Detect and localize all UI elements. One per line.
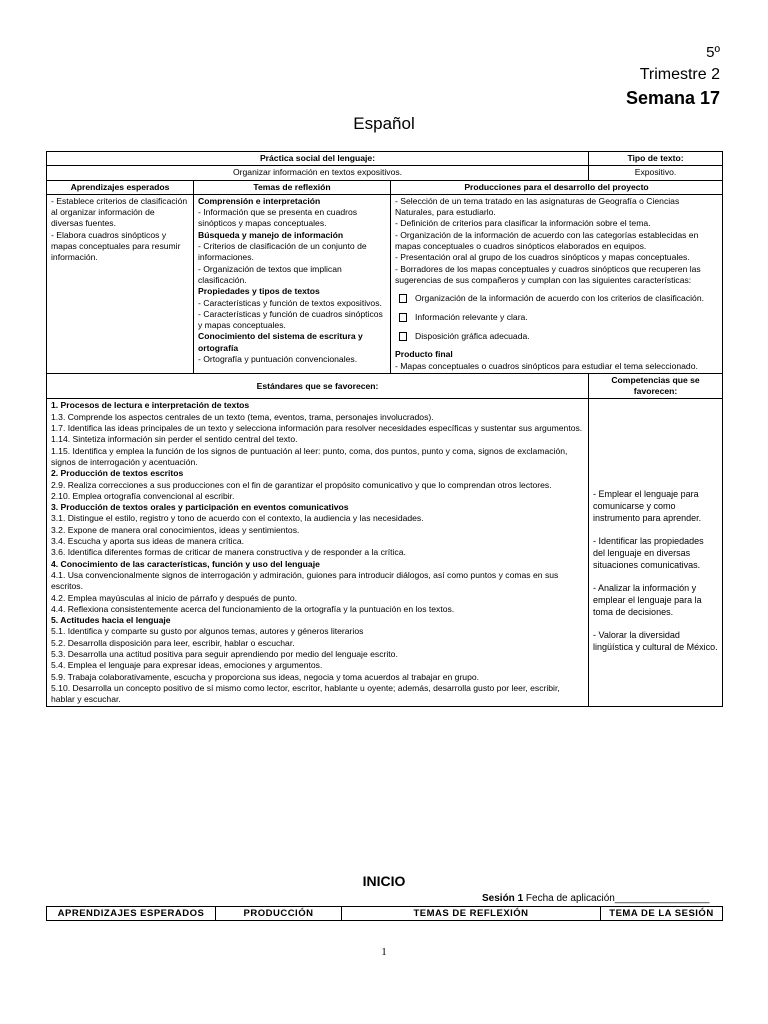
estandar-section: 4. Conocimiento de las características, función y uso del lenguaje <box>51 558 320 569</box>
temas-item: - Información que se presenta en cuadros sinópticos y mapas conceptuales. <box>198 207 358 229</box>
estandar-item: 3.4. Escucha y aporta sus ideas de manera crítica. <box>51 536 244 547</box>
estandar-item: 2.10. Emplea ortografía convencional al escribir. <box>51 490 235 501</box>
estandar-item: 5.3. Desarrolla una actitud positiva para seguir aprendiendo por medio del lenguaje escrito. <box>51 648 398 659</box>
temas-heading: Conocimiento del sistema de escritura y ortografía <box>198 331 363 353</box>
week-label: Semana 17 <box>625 88 720 108</box>
estandar-item: 1.15. Identifica y emplea la función de los signos de puntuación al leer: punto, coma, dos puntos, punto y coma, signos de exclamación, signos de interrogación y acentuación. <box>51 445 568 467</box>
trimester-label: Trimestre 2 <box>639 66 720 83</box>
page-number: 1 <box>381 946 387 958</box>
practica-value: Organizar información en textos expositivos. <box>47 166 589 180</box>
inicio-table <box>46 906 723 921</box>
caracteristica-item: Organización de la información de acuerdo con los criterios de clasificación. <box>395 292 718 305</box>
produccion-item: - Selección de un tema tratado en las asignaturas de Geografía o Ciencias Naturales, para estudiarlo. <box>395 195 680 218</box>
col-temas: Temas de reflexión <box>194 180 391 194</box>
estandar-item: 5.4. Emplea el lenguaje para expresar ideas, emociones y argumentos. <box>51 660 323 671</box>
grade-label: 5º <box>706 44 720 61</box>
produccion-item: - Borradores de los mapas conceptuales y cuadros sinópticos que recuperen las sugerencias de sus compañeros y cumplan con las siguientes características: <box>395 263 701 285</box>
estandar-item: 3.2. Expone de manera oral conocimientos, ideas y sentimientos. <box>51 524 300 535</box>
estandar-item: 2.9. Realiza correcciones a sus producciones con el fin de garantizar el propósito comunicativo y que lo comprendan otros lectores. <box>51 479 552 490</box>
competencia-item: - Analizar la información y emplear el lenguaje para la toma de decisiones. <box>593 583 702 618</box>
estandar-section: 3. Producción de textos orales y participación en eventos comunicativos <box>51 502 349 513</box>
temas-cell <box>194 194 391 373</box>
estandar-section: 2. Producción de textos escritos <box>51 468 184 479</box>
planning-table <box>46 151 723 707</box>
temas-item: - Organización de textos que implican clasificación. <box>198 263 342 285</box>
temas-heading: Propiedades y tipos de textos <box>198 286 320 297</box>
inicio-title: INICIO <box>362 873 406 889</box>
tipo-label: Tipo de texto: <box>589 152 723 166</box>
estandar-item: 3.1. Distingue el estilo, registro y tono de acuerdo con el contexto, la audiencia y las necesidades. <box>51 513 424 524</box>
caracteristicas-list <box>395 292 718 343</box>
competencias-label: Competencias que se favorecen: <box>589 373 723 399</box>
sesion-line <box>482 893 709 904</box>
temas-item: - Criterios de clasificación de un conjunto de informaciones. <box>198 241 367 263</box>
estandar-item: 1.3. Comprende los aspectos centrales de un texto (tema, eventos, trama, personajes involucrados). <box>51 411 434 422</box>
competencia-item: - Valorar la diversidad lingüística y cultural de México. <box>593 630 718 653</box>
temas-item: - Ortografía y puntuación convencionales. <box>198 354 358 365</box>
col-producciones: Producciones para el desarrollo del proyecto <box>391 180 723 194</box>
sesion-label: Sesión 1 <box>482 893 524 904</box>
estandar-item: 5.9. Trabaja colaborativamente, escucha y proporciona sus ideas, negocia y toma acuerdos al trabajar en grupo. <box>51 671 480 682</box>
tipo-value: Expositivo. <box>589 166 723 180</box>
producto-final-text: - Mapas conceptuales o cuadros sinópticos para estudiar el tema seleccionado. <box>395 360 698 371</box>
inicio-col-tema-sesion: TEMA DE LA SESIÓN <box>601 907 723 921</box>
produccion-item: - Presentación oral al grupo de los cuadros sinópticos y mapas conceptuales. <box>395 252 690 263</box>
aprendizajes-cell <box>47 194 194 373</box>
col-aprendizajes: Aprendizajes esperados <box>47 180 194 194</box>
estandar-item: 5.10. Desarrolla un concepto positivo de sí mismo como lector, escritor, hablante u oyente; además, desarrolla gusto por leer, escribir, hablar y escuchar. <box>51 682 560 705</box>
estandar-item: 4.2. Emplea mayúsculas al inicio de párrafo y después de punto. <box>51 592 298 603</box>
competencia-item: - Identificar las propiedades del lenguaje en diversas situaciones comunicativas. <box>593 536 704 571</box>
producciones-cell <box>391 194 723 373</box>
practica-label: Práctica social del lenguaje: <box>47 152 589 166</box>
subject-title: Español <box>353 114 415 133</box>
estandar-item: 3.6. Identifica diferentes formas de criticar de manera constructiva y de responder a la crítica. <box>51 547 406 558</box>
caracteristica-item: Disposición gráfica adecuada. <box>395 330 718 343</box>
temas-heading: Comprensión e interpretación <box>198 195 321 206</box>
aprendizaje-item: - Establece criterios de clasificación al organizar información de diversas fuentes. <box>51 195 188 229</box>
estandar-section: 5. Actitudes hacia el lenguaje <box>51 615 171 626</box>
produccion-item: - Organización de la información de acuerdo con las categorías establecidas en mapas conceptuales o cuadros sinópticos elaborados en equipos. <box>395 229 699 252</box>
estandar-section: 1. Procesos de lectura e interpretación de textos <box>51 400 250 411</box>
estandar-item: 4.1. Usa convencionalmente signos de interrogación y admiración, guiones para introducir diálogos, así como puntos y comas en sus escritos. <box>51 569 559 592</box>
inicio-col-produccion: PRODUCCIÓN <box>216 907 342 921</box>
temas-item: - Características y función de cuadros sinópticos y mapas conceptuales. <box>198 308 383 331</box>
competencias-cell <box>589 399 723 707</box>
competencia-item: - Emplear el lenguaje para comunicarse y como instrumento para aprender. <box>593 489 702 524</box>
temas-heading: Búsqueda y manejo de información <box>198 229 344 240</box>
caracteristica-item: Información relevante y clara. <box>395 311 718 324</box>
estandares-label: Estándares que se favorecen: <box>47 373 589 399</box>
estandar-item: 4.4. Reflexiona consistentemente acerca del funcionamiento de la ortografía y la puntuación en los textos. <box>51 603 455 614</box>
estandar-item: 5.2. Desarrolla disposición para leer, escribir, hablar o escuchar. <box>51 637 295 648</box>
inicio-col-temas: TEMAS DE REFLEXIÓN <box>342 907 601 921</box>
produccion-item: - Definición de criterios para clasificar la información sobre el tema. <box>395 218 651 229</box>
estandar-item: 5.1. Identifica y comparte su gusto por algunos temas, autores y géneros literarios <box>51 626 364 637</box>
inicio-col-aprendizajes: APRENDIZAJES ESPERADOS <box>47 907 216 921</box>
fecha-aplicacion: Fecha de aplicación_________________ <box>525 893 710 904</box>
producto-final-label: Producto final <box>395 349 453 360</box>
estandar-item: 1.7. Identifica las ideas principales de un texto y selecciona información para resolver necesidades específicas y sustentar sus argumentos. <box>51 423 583 434</box>
estandar-item: 1.14. Sintetiza información sin perder el sentido central del texto. <box>51 434 298 445</box>
temas-item: - Características y función de textos expositivos. <box>198 297 382 308</box>
estandares-cell <box>47 399 589 707</box>
aprendizaje-item: - Elabora cuadros sinópticos y mapas conceptuales para resumir información. <box>51 229 181 263</box>
